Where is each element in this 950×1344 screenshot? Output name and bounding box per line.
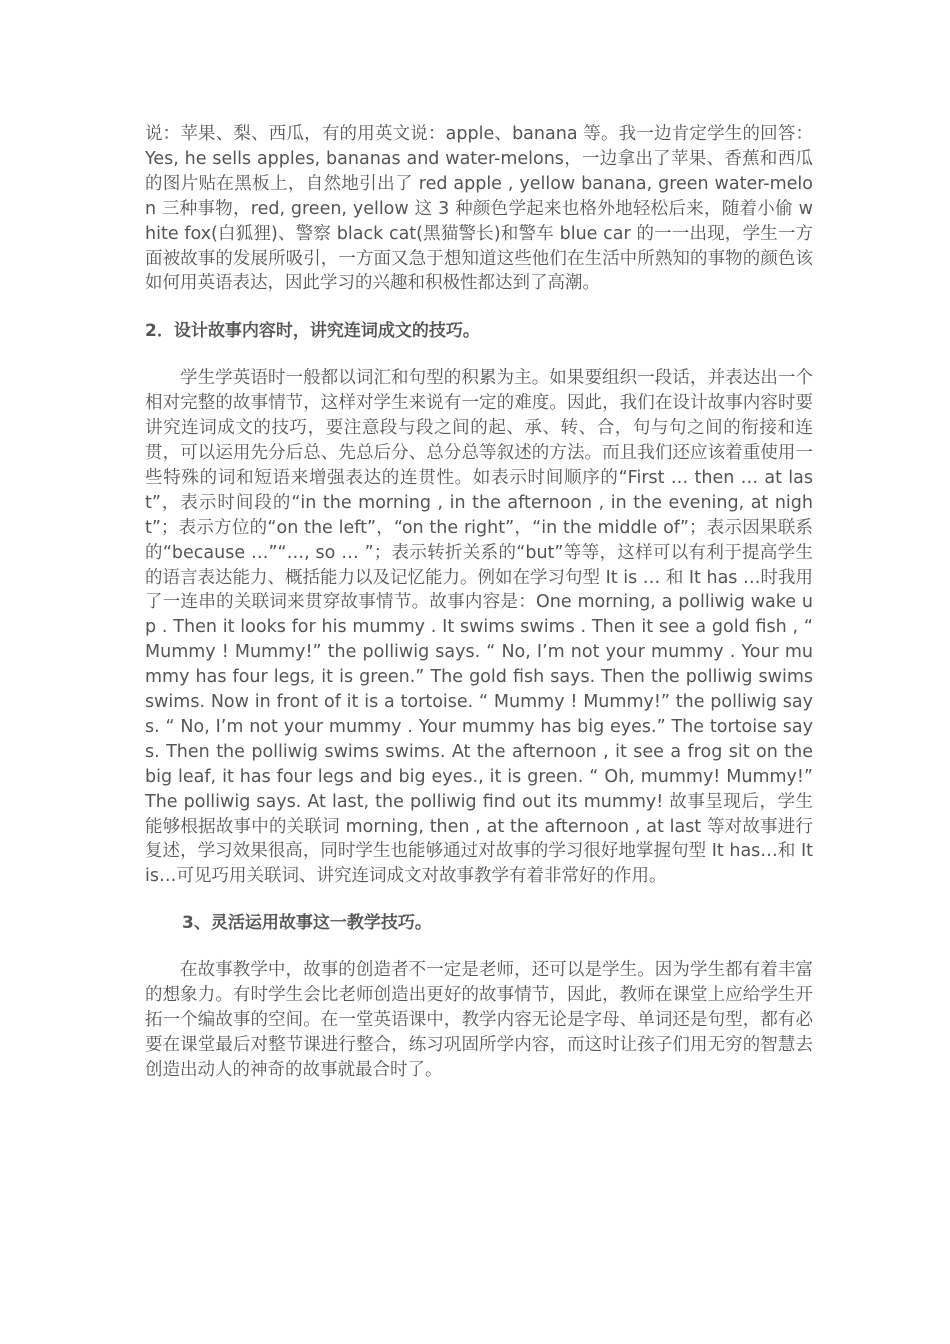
- paragraph-1: 说：苹果、梨、西瓜，有的用英文说：apple、banana 等。我一边肯定学生的回答：Yes, he sells apples, bananas and water-melons，一边拿出了苹果、香蕉和西瓜的图片贴在黑板上，自然地引出了 red apple , yellow banana, green water-melon 三种事物，red, green, yellow 这 3 种颜色学起来也格外地轻松后来，随着小偷 white fox(白狐狸)、警察 black cat(黑猫警长)和警车 blue car 的一一出现，学生一方面被故事的发展所吸引，一方面又急于想知道这些他们在生活中所熟知的事物的颜色该如何用英语表达，因此学习的兴趣和积极性都达到了高潮。: [145, 124, 813, 294]
- section-heading-2: 2．设计故事内容时，讲究连词成文的技巧。: [145, 321, 480, 342]
- spacer: [145, 889, 813, 911]
- section-heading-3: 3、灵活运用故事这一教学技巧。: [182, 913, 432, 934]
- spacer: [145, 296, 813, 319]
- paragraph-3: 在故事教学中，故事的创造者不一定是老师，还可以是学生。因为学生都有着丰富的想象力。有时学生会比老师创造出更好的故事情节，因此，教师在课堂上应给学生开拓一个编故事的空间。在一堂英语课中，教学内容无论是字母、单词还是句型，都有必要在课堂最后对整节课进行整合，练习巩固所学内容，而这时让孩子们用无穷的智慧去创造出动人的神奇的故事就最合时了。: [145, 960, 813, 1080]
- spacer: [145, 936, 813, 958]
- document-page: [145, 122, 813, 1083]
- paragraph-2: 学生学英语时一般都以词汇和句型的积累为主。如果要组织一段话，并表达出一个相对完整的故事情节，这样对学生来说有一定的难度。因此，我们在设计故事内容时要讲究连词成文的技巧，要注意段与段之间的起、承、转、合，句与句之间的衔接和连贯，可以运用先分后总、先总后分、总分总等叙述的方法。而且我们还应该着重使用一些特殊的词和短语来增强表达的连贯性。如表示时间顺序的“First … then … at last”，表示时间段的“in the morning , in the afternoon , in the evening, at night”；表示方位的“on the left”，“on the right”，“in the middle of”；表示因果联系的“because …”“…, so … ”；表示转折关系的“but”等等，这样可以有利于提高学生的语言表达能力、概括能力以及记忆能力。例如在学习句型 It is … 和 It has …时我用了一连串的关联词来贯穿故事情节。故事内容是：One morning, a polliwig wake up . Then it looks for his mummy . It swims swims . Then it see a gold fish , “ Mummy ! Mummy!” the polliwig says. “ No, I’m not your mummy . Your mummy has four legs, it is green.” The gold fish says. Then the polliwig swims swims. Now in front of it is a tortoise. “ Mummy ! Mummy!” the polliwig says. “ No, I’m not your mummy . Your mummy has big eyes.” The tortoise says. Then the polliwig swims swims. At the afternoon , it see a frog sit on the big leaf, it has four legs and big eyes., it is green. “ Oh, mummy! Mummy!” The polliwig says. At last, the polliwig find out its mummy! 故事呈现后，学生能够根据故事中的关联词 morning, then , at the afternoon , at last 等对故事进行复述，学习效果很高，同时学生也能够通过对故事的学习很好地掌握句型 It has…和 It is…可见巧用关联词、讲究连词成文对故事教学有着非常好的作用。: [145, 368, 813, 887]
- spacer: [145, 344, 813, 366]
